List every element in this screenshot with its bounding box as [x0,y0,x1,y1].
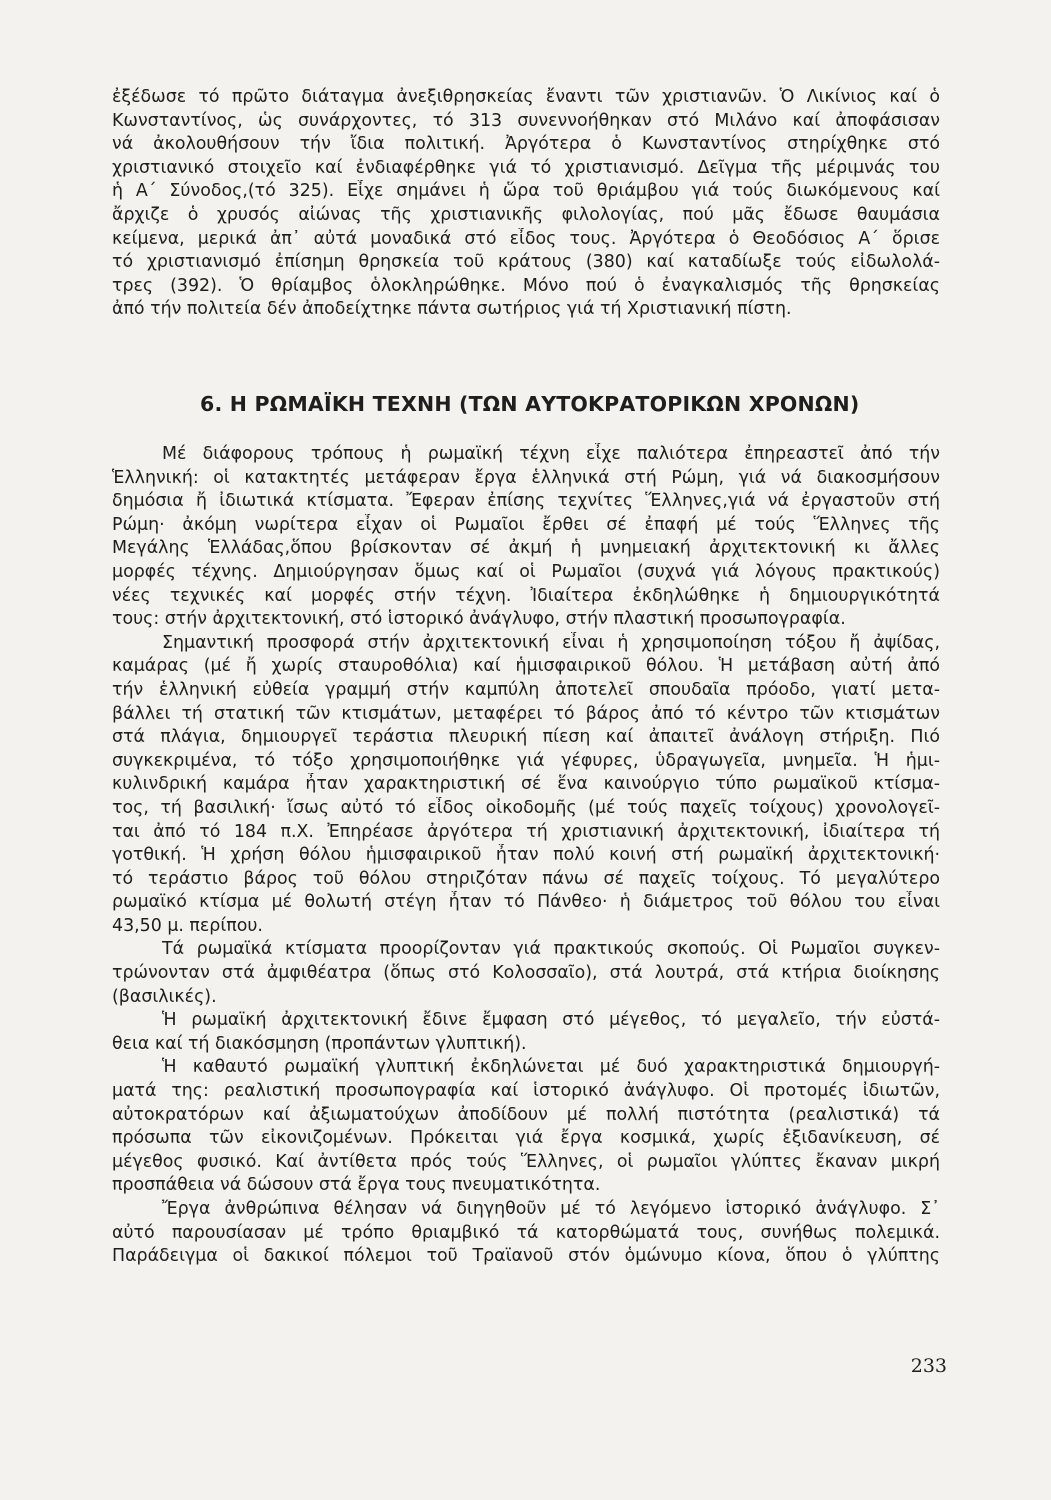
text-line: Ἡ καθαυτό ρωμαϊκή γλυπτική ἐκδηλώνεται μέ δυό χαρακτηριστικά δημιουργή- [162,1057,940,1078]
text-line: τρώνονταν στά ἀμφιθέατρα (ὅπως στό Κολοσσαῖο), στά λουτρά, στά κτήρια διοίκησης [112,963,940,984]
text-line: γοτθική. Ἡ χρήση θόλου ἡμισφαιρικοῦ ἦταν πολύ κοινή στή ρωμαϊκή ἀρχιτεκτονική· [112,845,940,866]
text-line: Ρώμη· ἀκόμη νωρίτερα εἶχαν οἱ Ρωμαῖοι ἔρθει σέ ἐπαφή μέ τούς Ἕλληνες τῆς [112,514,940,535]
text-line: τό τεράστιο βάρος τοῦ θόλου στηριζόταν πάνω σέ παχεῖς τοίχους. Τό μεγαλύτερο [112,868,940,889]
text-line: ρωμαϊκό κτίσμα μέ θολωτή στέγη ἦταν τό Πάνθεο· ἡ διάμετρος τοῦ θόλου του εἶναι [112,892,940,913]
text-line: αὐτό παρουσίασαν μέ τρόπο θριαμβικό τά κατορθώματά τους, συνήθως πολεμικά. [112,1222,940,1243]
text-line: Ἑλληνική: οἱ κατακτητές μετάφεραν ἔργα ἑλληνικά στή Ρώμη, γιά νά διακοσμήσουν [112,467,940,488]
text-line: Ἔργα ἀνθρώπινα θέλησαν νά διηγηθοῦν μέ τό λεγόμενο ἱστορικό ἀνάγλυφο. Σ᾽ [162,1199,940,1219]
text-line: τήν ἑλληνική εὐθεία γραμμή στήν καμπύλη ἀποτελεῖ σπουδαῖα πρόοδο, γιατί μετα- [112,679,940,700]
text-line: καμάρας (μέ ἤ χωρίς σταυροθόλια) καί ἡμισφαιρικοῦ θόλου. Ἡ μετάβαση αὐτή ἀπό [112,656,940,677]
text-line: τρες (392). Ὁ θρίαμβος ὁλοκληρώθηκε. Μόνο πού ὁ ἐναγκαλισμός τῆς θρησκείας [112,275,940,296]
text-line: τό χριστιανισμό ἐπίσημη θρησκεία τοῦ κράτους (380) καί καταδίωξε τούς εἰδωλολά- [112,252,940,273]
text-line: χριστιανικό στοιχεῖο καί ἐνδιαφέρθηκε γιά τό χριστιανισμό. Δεῖγμα τῆς μέριμνάς του [112,157,940,178]
text-line: Τά ρωμαϊκά κτίσματα προορίζονταν γιά πρακτικούς σκοπούς. Οἱ Ρωμαῖοι συγκεν- [162,939,940,960]
page-number: 233 [910,1355,947,1377]
text-line: στά πλάγια, δημιουργεῖ τεράστια πλευρική πίεση καί ἀπαιτεῖ ἀνάλογη στήριξη. Πιό [112,727,940,748]
text-line: ἀπό τήν πολιτεία δέν ἀποδείχτηκε πάντα σωτήριος γιά τή Χριστιανική πίστη. [112,299,792,320]
text-line: ἐξέδωσε τό πρῶτο διάταγμα ἀνεξιθρησκείας ἔναντι τῶν χριστιανῶν. Ὁ Λικίνιος καί ὁ [112,87,940,107]
text-line: ματά της: ρεαλιστική προσωπογραφία καί ἱστορικό ἀνάγλυφο. Οἱ προτομές ἰδιωτῶν, [112,1081,940,1102]
text-line: Μέ διάφορους τρόπους ἡ ρωμαϊκή τέχνη εἶχε παλιότερα ἐπηρεαστεῖ ἀπό τήν [162,444,940,464]
text-line: Ἡ ρωμαϊκή ἀρχιτεκτονική ἔδινε ἔμφαση στό μέγεθος, τό μεγαλεῖο, τήν εὐστά- [162,1010,940,1031]
text-line: βάλλει τή στατική τῶν κτισμάτων, μεταφέρει τό βάρος ἀπό τό κέντρο τῶν κτισμάτων [112,703,940,724]
intro-paragraph [112,86,940,322]
text-line: Μεγάλης Ἑλλάδας,ὅπου βρίσκονταν σέ ἀκμή ἡ μνημειακή ἀρχιτεκτονική κι ἄλλες [112,538,940,559]
text-line: κείμενα, μερικά ἀπ᾽ αὐτά μοναδικά στό εἶδος τους. Ἀργότερα ὁ Θεοδόσιος Α΄ ὅρισε [112,228,940,249]
text-line: νά ἀκολουθήσουν τήν ἴδια πολιτική. Ἀργότερα ὁ Κωνσταντίνος στηρίχθηκε στό [112,134,940,155]
text-line: πρόσωπα τῶν εἰκονιζομένων. Πρόκειται γιά ἔργα κοσμικά, χωρίς ἐξιδανίκευση, σέ [112,1128,940,1149]
text-line: ἄρχιζε ὁ χρυσός αἰώνας τῆς χριστιανικῆς φιλολογίας, πού μᾶς ἔδωσε θαυμάσια [112,204,940,225]
text-line: θεια καί τή διακόσμηση (προπάντων γλυπτική). [112,1033,527,1054]
text-line: Κωνσταντίνος, ὡς συνάρχοντες, τό 313 συνεννοήθηκαν στό Μιλάνο καί ἀποφάσισαν [112,110,940,131]
text-line: Σημαντική προσφορά στήν ἀρχιτεκτονική εἶναι ἡ χρησιμοποίηση τόξου ἤ ἀψίδας, [162,632,940,653]
text-line: (βασιλικές). [112,986,217,1007]
text-line: τους: στήν ἀρχιτεκτονική, στό ἱστορικό ἀνάγλυφο, στήν πλαστική προσωπογραφία. [112,609,846,630]
body-text [112,443,940,1269]
text-line: μέγεθος φυσικό. Καί ἀντίθετα πρός τούς Ἕλληνες, οἱ ρωμαῖοι γλύπτες ἔκαναν μικρή [112,1151,940,1172]
text-line: ται ἀπό τό 184 π.Χ. Ἐπηρέασε ἀργότερα τή χριστιανική ἀρχιτεκτονική, ἰδιαίτερα τή [112,821,940,842]
text-line: δημόσια ἤ ἰδιωτικά κτίσματα. Ἔφεραν ἐπίσης τεχνίτες Ἕλληνες,γιά νά ἐργαστοῦν στή [112,491,940,512]
text-line: συγκεκριμένα, τό τόξο χρησιμοποιήθηκε γιά γέφυρες, ὑδραγωγεῖα, μνημεῖα. Ἡ ἡμι- [112,750,940,771]
text-line: αὐτοκρατόρων καί ἀξιωματούχων ἀποδίδουν μέ πολλή πιστότητα (ρεαλιστικά) τά [112,1104,940,1125]
text-line: προσπάθεια νά δώσουν στά ἔργα τους πνευματικότητα. [112,1175,601,1196]
section-heading: 6. Η ΡΩΜΑΪΚΗ ΤΕΧΝΗ (ΤΩΝ ΑΥΤΟΚΡΑΤΟΡΙΚΩΝ ΧΡΟΝΩΝ) [200,392,860,416]
text-line: ἡ Α΄ Σύνοδος,(τό 325). Εἶχε σημάνει ἡ ὥρα τοῦ θριάμβου γιά τούς διωκόμενους καί [112,181,940,202]
text-line: 43,50 μ. περίπου. [112,915,263,936]
text-line: τος, τή βασιλική· ἴσως αὐτό τό εἶδος οἰκοδομῆς (μέ τούς παχεῖς τοίχους) χρονολογεῖ- [112,797,940,818]
text-line: νέες τεχνικές καί μορφές στήν τέχνη. Ἰδιαίτερα ἐκδηλώθηκε ἡ δημιουργικότητά [112,585,940,606]
text-line: κυλινδρική καμάρα ἦταν χαρακτηριστική σέ ἕνα καινούργιο τύπο ρωμαϊκοῦ κτίσμα- [112,774,940,795]
text-line: μορφές τέχνης. Δημιούργησαν ὅμως καί οἱ Ρωμαῖοι (συχνά γιά λόγους πρακτικούς) [112,561,940,582]
text-line: Παράδειγμα οἱ δακικοί πόλεμοι τοῦ Τραϊανοῦ στόν ὁμώνυμο κίονα, ὅπου ὁ γλύπτης [112,1246,940,1267]
